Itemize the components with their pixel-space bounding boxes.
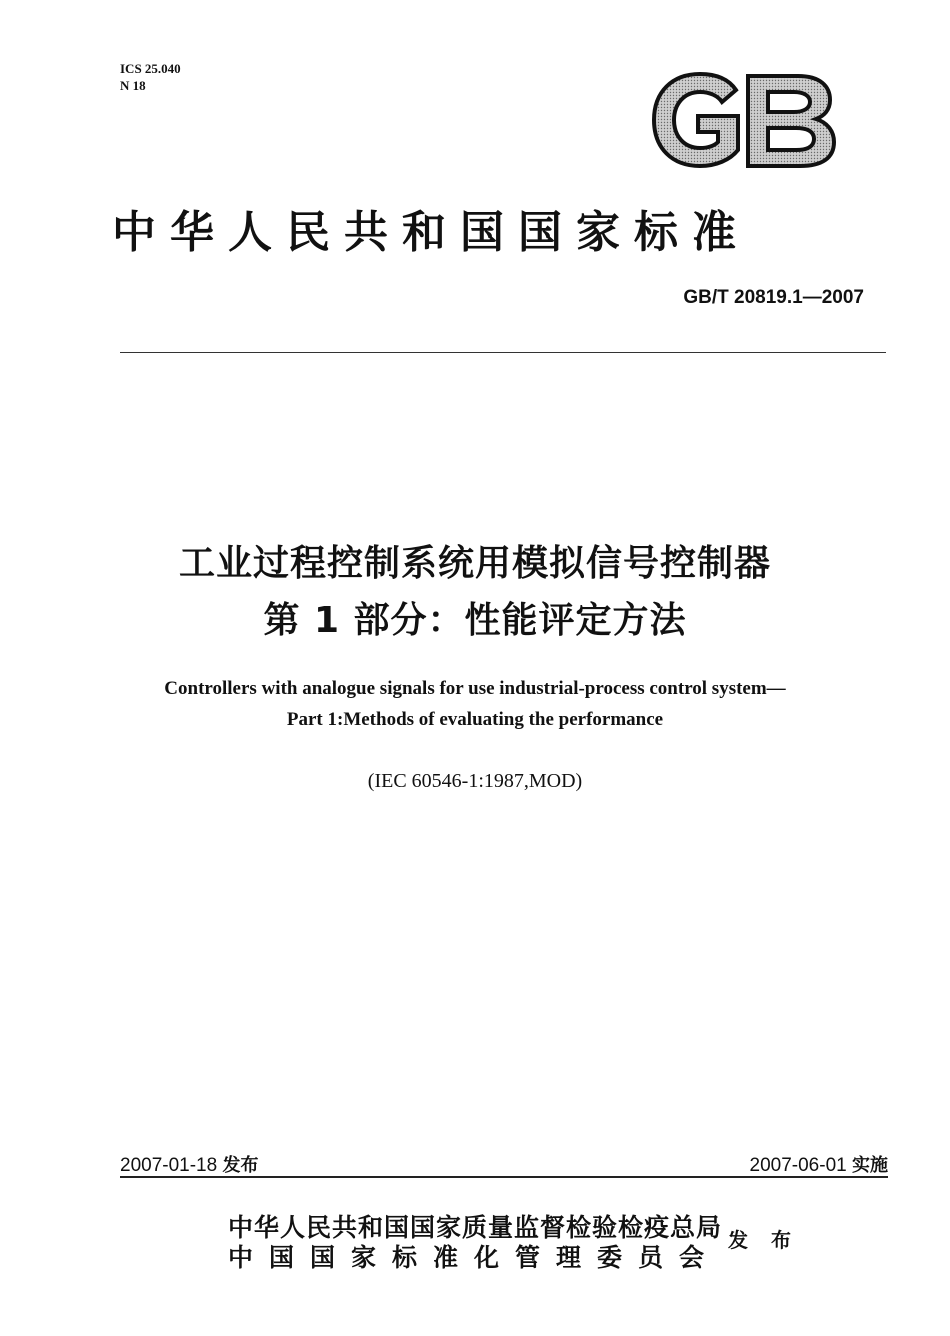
- issue-date: 2007-01-18: [120, 1155, 218, 1176]
- gb-logo-icon: [648, 70, 838, 170]
- header-divider: [120, 352, 886, 353]
- issue-date-block: [120, 1151, 258, 1177]
- implementation-label: 实施: [852, 1155, 888, 1176]
- gb-logo: [648, 70, 838, 170]
- issue-label: 发布: [222, 1155, 259, 1176]
- title-zh-line2: 第 1 部分：性能评定方法: [263, 600, 687, 641]
- title-en-line2: Part 1:Methods of evaluating the performance: [286, 709, 664, 730]
- issuer-line1: 中华人民共和国国家质量监督检验检疫总局: [228, 1213, 723, 1242]
- implementation-date-block: [750, 1151, 888, 1177]
- issuer-line2: 中国国家标准化管理委员会: [228, 1243, 721, 1272]
- standard-code: GB/T 20819.1—2007: [683, 287, 864, 308]
- classification-codes: [120, 60, 181, 94]
- iec-reference: (IEC 60546-1:1987,MOD): [367, 770, 583, 792]
- ccs-code: N 18: [120, 78, 146, 93]
- standard-name: 中华人民共和国国家标准: [112, 207, 750, 258]
- ics-code: ICS 25.040: [120, 61, 181, 76]
- title-en-line1: Controllers with analogue signals for use industrial-process control system—: [164, 678, 786, 699]
- footer-divider: [120, 1176, 888, 1178]
- implementation-date: 2007-06-01: [749, 1155, 847, 1176]
- title-zh-line1: 工业过程控制系统用模拟信号控制器: [178, 543, 771, 584]
- publish-label: 发 布: [728, 1228, 799, 1252]
